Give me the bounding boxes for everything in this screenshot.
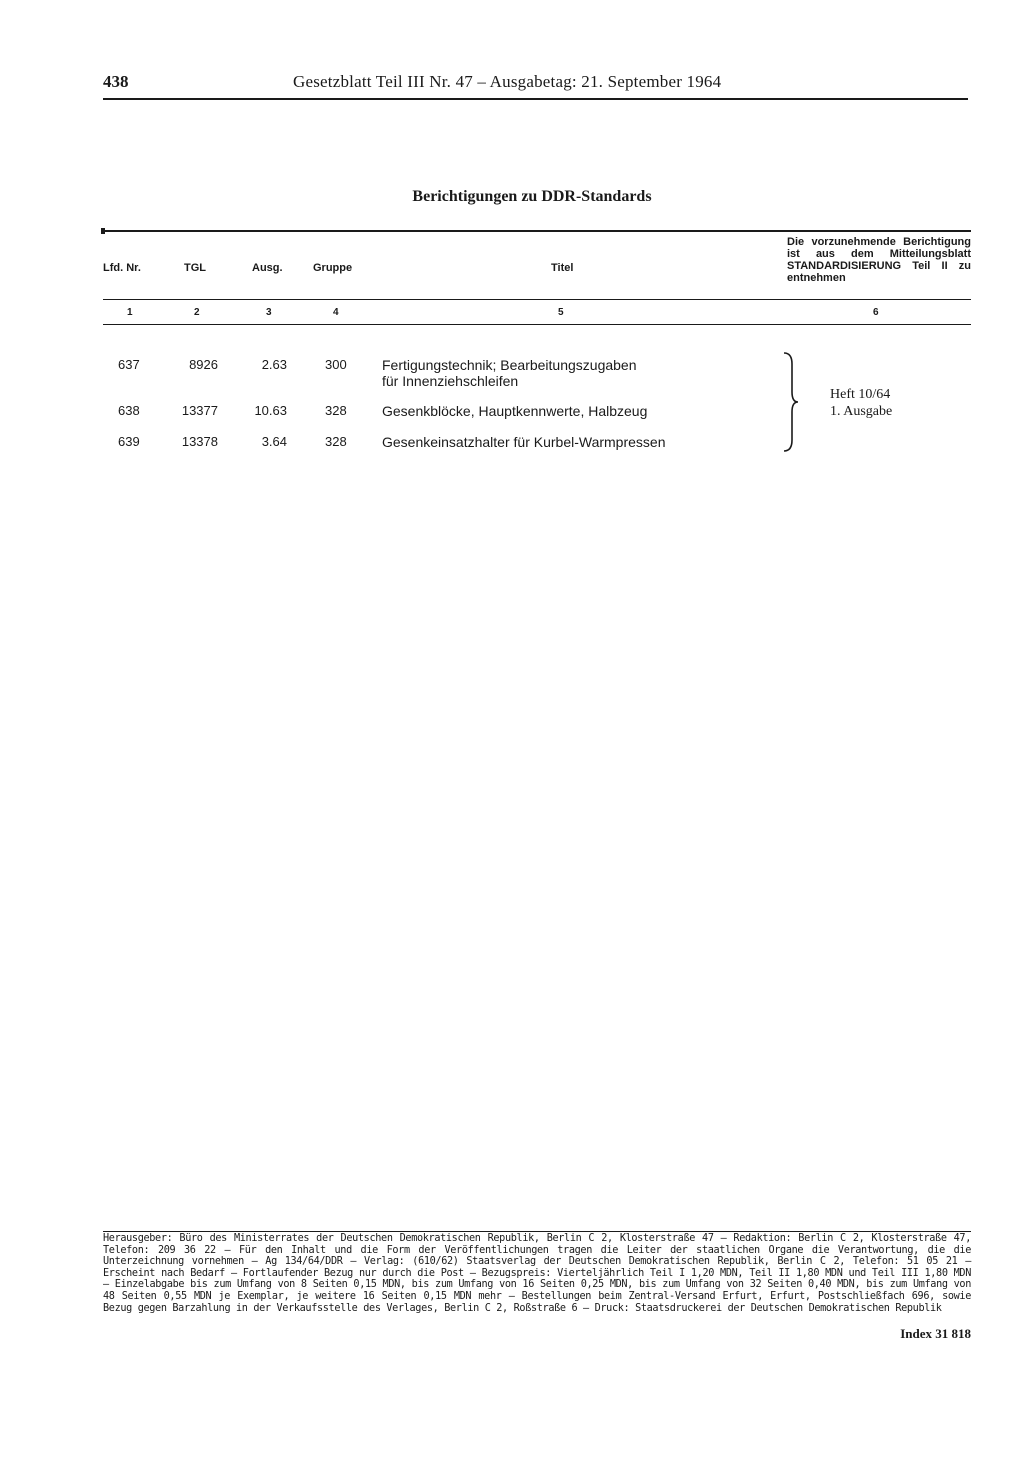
- table-cell-tgl: 13378: [181, 434, 218, 449]
- column-number: 4: [333, 307, 339, 318]
- title-line: Fertigungstechnik; Bearbeitungszugaben: [382, 357, 637, 373]
- column-header-berichtigung: Die vorzunehmende Berichtigung ist aus dem Mitteilungsblatt STANDARDISIERUNG Teil II zu entnehmen: [787, 236, 971, 284]
- table-cell-ausgabe: 2.63: [261, 357, 287, 372]
- reference-cell: [830, 386, 892, 420]
- table-cell-gruppe: 328: [325, 434, 347, 449]
- table-cell-tgl: 13377: [181, 403, 218, 418]
- reference-edition: 1. Ausgabe: [830, 404, 893, 419]
- column-number: 1: [127, 307, 133, 318]
- table-number-rule: [103, 324, 971, 325]
- page-number: 438: [103, 72, 129, 91]
- column-number: 3: [266, 307, 272, 318]
- column-header-tgl: TGL: [184, 262, 206, 274]
- table-cell-tgl: 8926: [189, 357, 218, 372]
- table-top-rule: [103, 230, 971, 232]
- column-header-gruppe: Gruppe: [313, 262, 353, 274]
- table-cell-gruppe: 300: [325, 357, 347, 372]
- imprint-text: Herausgeber: Büro des Ministerrates der Deutschen Demokratischen Republik, Berlin C 2, Klosterstraße 47 – Redaktion: Berlin C 2, Klosterstraße 47, Telefon: 209 36 22 – Für den Inhalt und die Form der Veröffentlichungen tragen die Leiter der staatlichen Organe die Verantwortung, die die Unterzeichnung vornehmen – Ag 134/64/DDR – Verlag: (610/62) Staatsverlag der Deutschen Demokratischen Republik, Berlin C 2, Telefon: 51 05 21 – Erscheint nach Bedarf – Fortlaufender Bezug nur durch die Post – Bezugspreis: Vierteljährlich Teil I 1,20 MDN, Teil II 1,80 MDN und Teil III 1,80 MDN – Einzelabgabe bis zum Umfang von 8 Seiten 0,15 MDN, bis zum Umfang von 16 Seiten 0,25 MDN, bis zum Umfang von 32 Seiten 0,40 MDN, bis zum Umfang von 48 Seiten 0,55 MDN je Exemplar, je weitere 16 Seiten 0,15 MDN mehr – Bestellungen beim Zentral-Versand Erfurt, Erfurt, Postschließfach 696, sowie Bezug gegen Barzahlung in der Verkaufsstelle des Verlages, Berlin C 2, Roßstraße 6 – Druck: Staatsdruckerei der Deutschen Demokratischen Republik: [103, 1233, 971, 1314]
- table-cell-lfd-nr: 639: [118, 434, 140, 449]
- table-cell-ausgabe: 10.63: [254, 403, 287, 418]
- table-cell-titel: [382, 403, 762, 419]
- title-line: Gesenkeinsatzhalter für Kurbel-Warmpressen: [382, 434, 666, 450]
- table-cell-lfd-nr: 638: [118, 403, 140, 418]
- column-header-titel: Titel: [551, 262, 574, 274]
- table-cell-titel: [382, 434, 762, 450]
- running-title: Gesetzblatt Teil III Nr. 47 – Ausgabetag: 21. September 1964: [293, 72, 722, 91]
- column-header-ausgabe: Ausg.: [252, 262, 283, 274]
- table-header-rule: [103, 299, 971, 300]
- column-header-lfd-nr: Lfd. Nr.: [103, 262, 141, 274]
- column-number: 6: [873, 307, 879, 318]
- table-cell-ausgabe: 3.64: [261, 434, 287, 449]
- reference-issue: Heft 10/64: [830, 387, 891, 402]
- column-number: 2: [194, 307, 200, 318]
- title-line: für Innenziehschleifen: [382, 373, 519, 389]
- title-line: Gesenkblöcke, Hauptkennwerte, Halbzeug: [382, 403, 648, 419]
- header-rule: [103, 98, 968, 100]
- table-cell-gruppe: 328: [325, 403, 347, 418]
- table-cell-lfd-nr: 637: [118, 357, 140, 372]
- index-number: Index 31 818: [894, 1326, 971, 1342]
- table-cell-titel: [382, 357, 762, 389]
- column-number: 5: [558, 307, 564, 318]
- section-title: Berichtigungen zu DDR-Standards: [412, 188, 652, 205]
- right-brace: [776, 350, 802, 454]
- footer-rule: [103, 1231, 971, 1232]
